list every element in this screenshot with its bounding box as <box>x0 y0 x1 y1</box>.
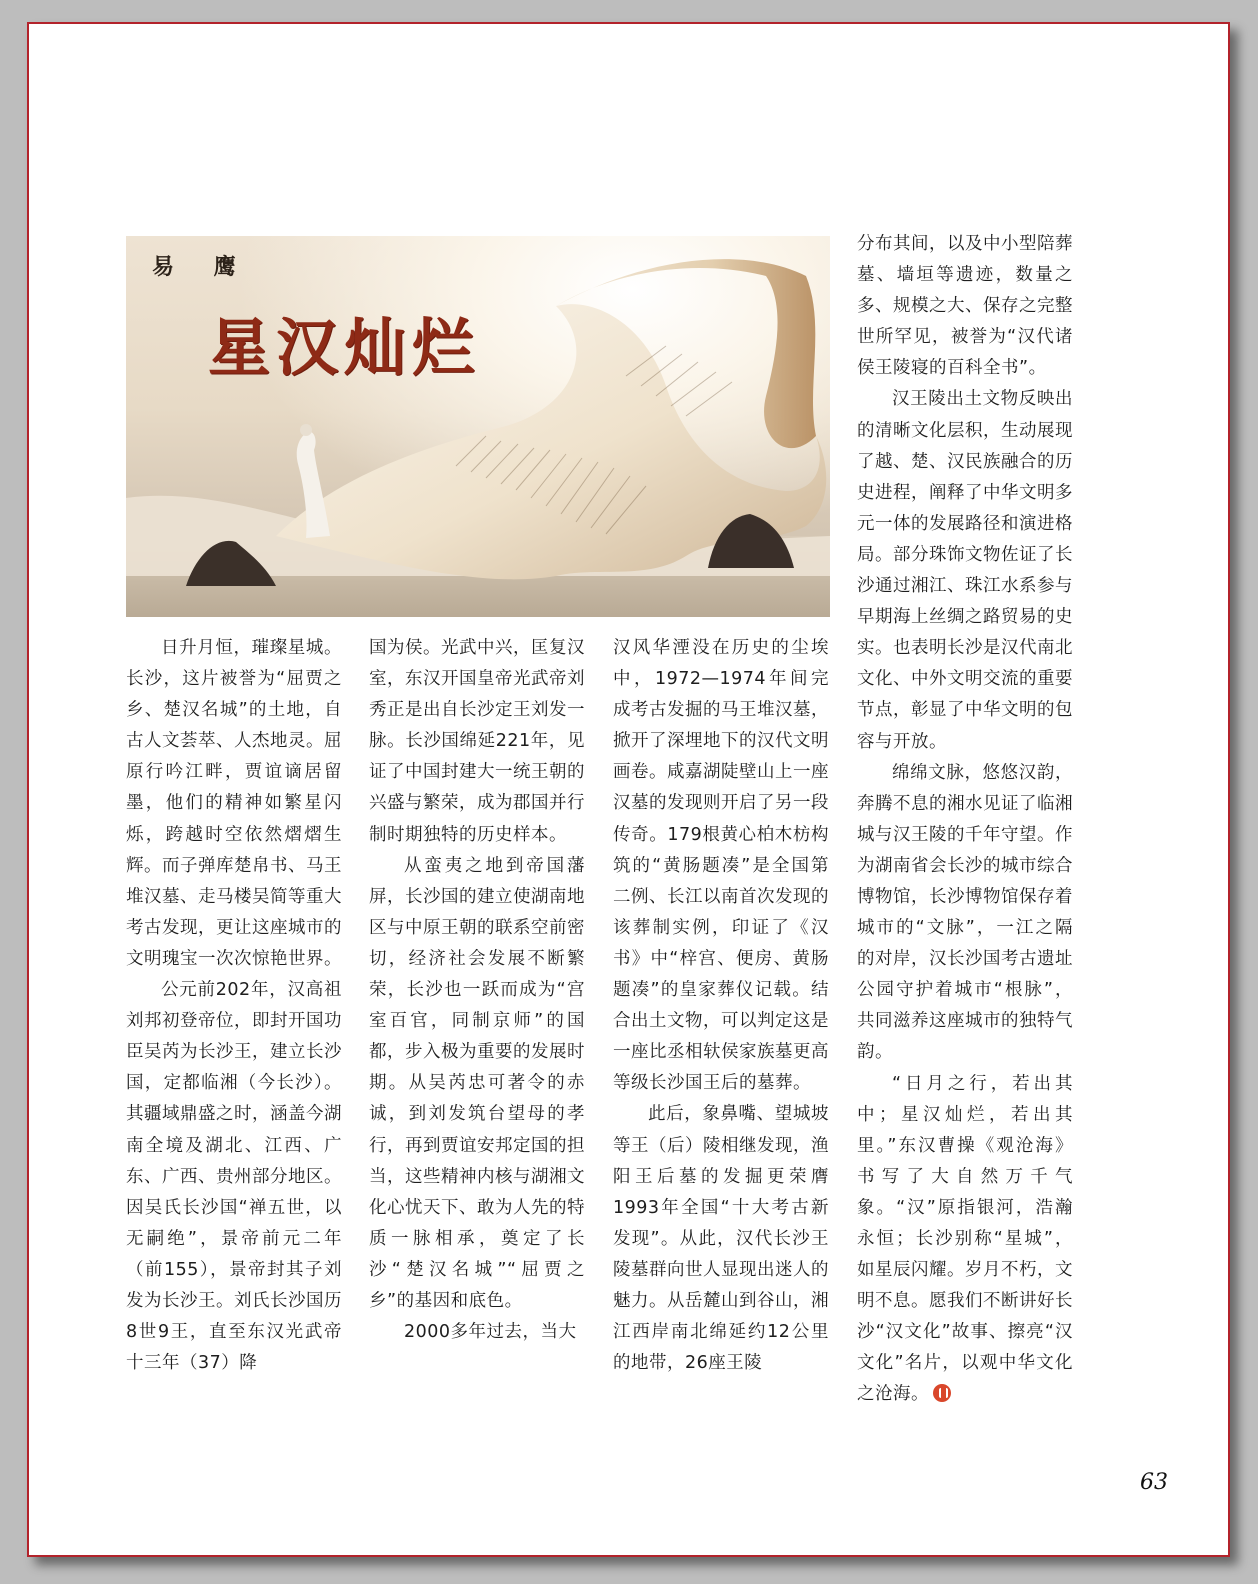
paragraph-final-text: “日月之行，若出其中；星汉灿烂，若出其里。”东汉曹操《观沧海》书写了大自然万千气象。“汉”原指银河，浩瀚永恒；长沙别称“星城”，如星辰闪耀。岁月不朽，文明不息。愿我们不断讲好长沙“汉文化”故事、擦亮“汉文化”名片，以观中华文化之沧海。 <box>857 1073 1073 1405</box>
figure-head <box>300 424 312 436</box>
paragraph: 国为侯。光武中兴，匡复汉室，东汉开国皇帝光武帝刘秀正是出自长沙定王刘发一脉。长沙国绵延221年，见证了中国封建大一统王朝的兴盛与繁荣，成为郡国并行制时期独特的历史样本。 <box>369 638 585 845</box>
text-column-1 <box>126 633 342 1379</box>
scroll-artwork <box>126 236 830 617</box>
page-number: 63 <box>1140 1470 1168 1495</box>
hero-illustration <box>126 236 830 617</box>
paragraph: 此后，象鼻嘴、望城坡等王（后）陵相继发现，渔阳王后墓的发掘更荣膺1993年全国“十大考古新发现”。从此，汉代长沙王陵墓群向世人显现出迷人的魅力。从岳麓山到谷山，湘江西岸南北绵延约12公里的地带，26座王陵 <box>613 1104 829 1374</box>
paragraph: 分布其间，以及中小型陪葬墓、墙垣等遗迹，数量之多、规模之大、保存之完整世所罕见，被誉为“汉代诸侯王陵寝的百科全书”。 <box>857 234 1073 379</box>
author-name: 易 鹰 <box>152 254 252 280</box>
paragraph: 汉风华湮没在历史的尘埃中，1972—1974年间完成考古发掘的马王堆汉墓，掀开了深埋地下的汉代文明画卷。咸嘉湖陡壁山上一座汉墓的发现则开启了另一段传奇。179根黄心柏木枋构筑的“黄肠题凑”是全国第二例、长江以南首次发现的该葬制实例，印证了《汉书》中“梓宫、便房、黄肠题凑”的皇家葬仪记载。结合出土文物，可以判定这是一座比丞相轪侯家族墓更高等级长沙国王后的墓葬。 <box>613 638 829 1094</box>
paragraph-final <box>857 1069 1073 1411</box>
paragraph: 日升月恒，璀璨星城。长沙，这片被誉为“屈贾之乡、楚汉名城”的土地，自古人文荟萃、人杰地灵。屈原行吟江畔，贾谊谪居留墨，他们的精神如繁星闪烁，跨越时空依然熠熠生辉。而子弹库楚帛书、马王堆汉墓、走马楼吴简等重大考古发现，更让这座城市的文明瑰宝一次次惊艳世界。 <box>126 638 342 969</box>
paragraph: 公元前202年，汉高祖刘邦初登帝位，即封开国功臣吴芮为长沙王，建立长沙国，定都临湘（今长沙）。其疆域鼎盛之时，涵盖今湖南全境及湖北、江西、广东、广西、贵州部分地区。因吴氏长沙国“禅五世，以无嗣绝”，景帝前元二年（前155），景帝封其子刘发为长沙王。刘氏长沙国历8世9王，直至东汉光武帝十三年（37）降 <box>126 980 342 1374</box>
article-title: 星汉灿烂 <box>208 311 481 384</box>
paragraph: 汉王陵出土文物反映出的清晰文化层积，生动展现了越、楚、汉民族融合的历史进程，阐释了中华文明多元一体的发展路径和演进格局。部分珠饰文物佐证了长沙通过湘江、珠江水系参与早期海上丝绸之路贸易的史实。也表明长沙是汉代南北文化、中外文明交流的重要节点，彰显了中华文明的包容与开放。 <box>857 389 1073 752</box>
text-column-3 <box>613 633 829 1379</box>
paragraph: 2000多年过去，当大 <box>404 1322 577 1343</box>
paragraph: 绵绵文脉，悠悠汉韵，奔腾不息的湘水见证了临湘城与汉王陵的千年守望。作为湖南省会长沙的城市综合博物馆，长沙博物馆保存着城市的“文脉”，一江之隔的对岸，汉长沙国考古遗址公园守护着城市“根脉”，共同滋养这座城市的独特气韵。 <box>857 762 1073 1063</box>
end-mark-icon <box>933 1384 951 1402</box>
paragraph: 从蛮夷之地到帝国藩屏，长沙国的建立使湖南地区与中原王朝的联系空前密切，经济社会发展不断繁荣，长沙也一跃而成为“宫室百官，同制京师”的国都，步入极为重要的发展时期。从吴芮忠可著令的赤诚，到刘发筑台望母的孝行，再到贾谊安邦定国的担当，这些精神内核与湖湘文化心忧天下、敢为人先的特质一脉相承，奠定了长沙“楚汉名城”“屈贾之乡”的基因和底色。 <box>369 855 585 1311</box>
text-column-4 <box>857 229 1073 1411</box>
text-column-2 <box>369 633 585 1348</box>
